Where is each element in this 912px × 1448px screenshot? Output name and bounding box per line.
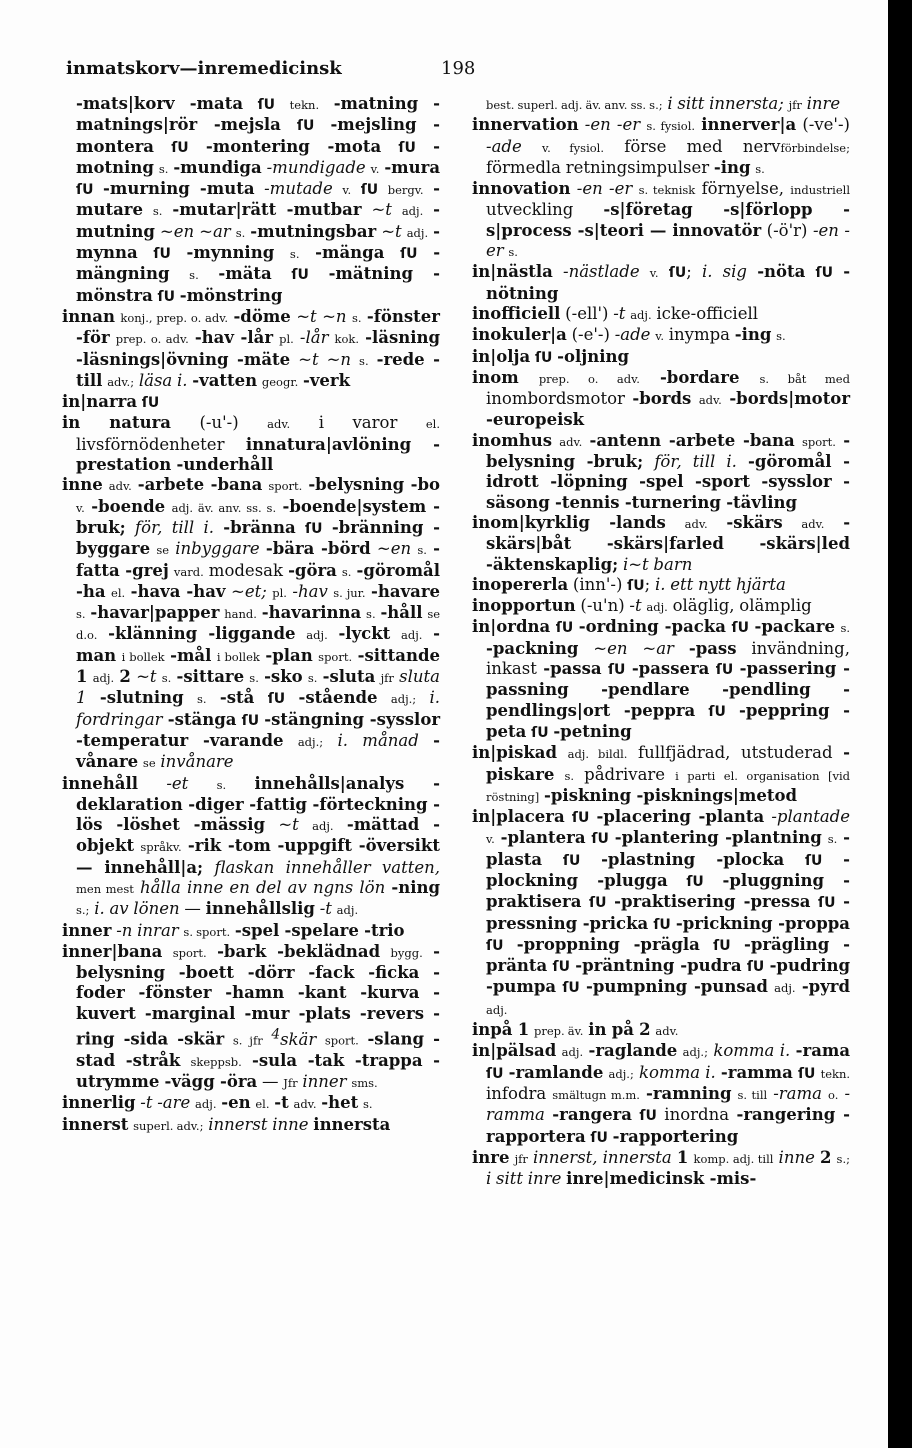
dictionary-entry: innerlig -t -are adj. -en el. -t adv. -het s. <box>62 1093 373 1113</box>
dictionary-entry: inne adv. -arbete -bana sport. -belysning -bo v. -boende adj. äv. anv. ss. s. -boende|system -bruk; för, till i. -bränna ſU -bränning -byggare se inbyggare -bära -börd ~en s. -fatta -grej vard. modesak -göra s. -göromål -ha el. -hava -hav ~et; pl. -hav s. jur. -havare s. -havar|papper hand. -havarinna s. -håll se d.o. -klänning -liggande adj. -lyckt adj. -man i bollek -mål i bollek -plan sport. -sittande 1 adj. 2 ~t s. -sittare s. -sko s. -sluta jfr sluta 1 -slutning s. -stå ſU -stående adj.; i. fordringar -stänga ſU -stängning -sysslor -temperatur -varande adj.; i. månad -vånare se invånare <box>62 475 441 772</box>
dictionary-entry: inom|kyrklig -lands adv. -skärs adv. -skärs|båt -skärs|farled -skärs|led -äktenskaplig; i~t barn <box>472 512 851 574</box>
dictionary-entry: in|pälsad adj. -raglande adj.; komma i. -rama ſU -ramlande adj.; komma i. -ramma ſU tekn. infodra smältugn m.m. -ramning s. till -rama o. -ramma -rangera ſU inordna -rangering -rapportera ſU -rapportering <box>472 1041 851 1146</box>
dictionary-entry: inpå 1 prep. äv. in på 2 adv. <box>472 1020 679 1040</box>
left-column <box>62 94 440 1136</box>
dictionary-entry: innerst superl. adv.; innerst inne innersta <box>62 1114 391 1134</box>
dictionary-entry: in|piskad adj. bildl. fullfjädrad, utstuderad -piskare s. pådrivare i parti el. organisation [vid röstning] -piskning -pisknings|metod <box>472 743 851 805</box>
dictionary-entry: inofficiell (-ell') -t adj. icke-officiell <box>472 303 759 323</box>
dictionary-entry: inomhus adv. -antenn -arbete -bana sport. -belysning -bruk; för, till i. -göromål -idrott -löpning -spel -sport -sysslor -säsong -tennis -turnering -tävling <box>472 430 851 512</box>
page-number: 198 <box>441 58 476 79</box>
dictionary-entry: best. superl. adj. äv. anv. ss. s.; i sitt innersta; jfr inre <box>486 94 841 113</box>
dictionary-entry: in|placera ſU -placering -planta -plantade v. -plantera ſU -plantering -plantning s. -plasta ſU -plastning -plocka ſU -plockning -plugga ſU -pluggning -praktisera ſU -praktisering -pressa ſU -pressning -pricka ſU -prickning -proppa ſU -proppning -prägla ſU -prägling -pränta ſU -präntning -pudra ſU -pudring -pumpa ſU -pumpning -punsad adj. -pyrd adj. <box>472 807 851 1017</box>
dictionary-entry: inner -n inrar s. sport. -spel -spelare -trio <box>62 920 405 940</box>
dictionary-entry: inom prep. o. adv. -bordare s. båt med inombordsmotor -bords adv. -bords|motor -europeisk <box>472 367 851 430</box>
dictionary-entry: in|ordna ſU -ordning -packa ſU -packare s. -packning ~en ~ar -pass invändning, inkast -passa ſU -passera ſU -passering -passning -pendlare -pendling -pendlings|ort -peppra ſU -peppring -peta ſU -petning <box>472 617 851 741</box>
dictionary-entry: inokuler|a (-e'-) -ade v. inympa -ing s. <box>472 325 786 345</box>
dictionary-entry: in natura (-u'-) adv. i varor el. livsförnödenheter innatura|avlöning -prestation -underhåll <box>62 413 440 475</box>
dictionary-entry: in|olja ſU -oljning <box>472 346 630 366</box>
dictionary-entry: in|nästla -nästlade v. ſU; i. sig -nöta ſU -nötning <box>472 262 851 303</box>
dictionary-entry: inopportun (-u'n) -t adj. oläglig, olämplig <box>472 596 812 616</box>
right-column <box>472 94 850 1189</box>
dictionary-entry: inner|bana sport. -bark -beklädnad bygg. -belysning -boett -dörr -fack -ficka -foder -fönster -hamn -kant -kurva -kuvert -marginal -mur -plats -revers -ring -sida -skär s. jfr $^4$skär sport. -slang -stad -stråk skeppsb. -sula -tak -trappa -utrymme -vägg -öra — Jfr inner sms. <box>62 941 441 1092</box>
dictionary-entry: inopererla (inn'-) ſU; i. ett nytt hjärta <box>472 574 786 594</box>
running-header <box>66 58 854 84</box>
dictionary-entry: -mats|korv -mata ſU tekn. -matning -matnings|rör -mejsla ſU -mejsling -montera ſU -montering -mota ſU -motning s. -mundiga -mundigade v. -mura ſU -murning -muta -mutade v. ſU bergv. -mutare s. -mutar|rätt -mutbar ~t adj. -mutning ~en ~ar s. -mutningsbar ~t adj. -mynna ſU -mynning s. -mänga ſU -mängning s. -mäta ſU -mätning -mönstra ſU -mönstring <box>76 94 441 305</box>
dictionary-entry: innovation -en -er s. teknisk förnyelse, industriell utveckling -s|företag -s|förlopp -s|process -s|teori — innovatör (-ö'r) -en -er s. <box>472 179 851 261</box>
dictionary-entry: inre jfr innerst, innersta 1 komp. adj. till inne 2 s.; i sitt inre inre|medicinsk -mis- <box>472 1147 850 1189</box>
scan-edge <box>888 0 912 1448</box>
dictionary-entry: innan konj., prep. o. adv. -döme ~t ~n s. -fönster -för prep. o. adv. -hav -lår pl. -lår kok. -läsning -läsnings|övning -mäte ~t ~n s. -rede -till adv.; läsa i. -vatten geogr. -verk <box>62 306 441 390</box>
dictionary-entry: innehåll -et s. innehålls|analys -deklaration -diger -fattig -förteckning -lös -löshet -mässig ~t adj. -mättad -objekt språkv. -rik -tom -uppgift -översikt — innehåll|a; flaskan innehåller vatten, men mest hålla inne en del av ngns lön -ning s.; i. av lönen — innehållslig -t adj. <box>62 773 441 919</box>
dictionary-entry: in|narra ſU <box>62 392 160 412</box>
header-headwords: inmatskorv—inremedicinsk <box>66 58 342 79</box>
dictionary-entry: innervation -en -er s. fysiol. innerver|a (-ve'-) -ade v. fysiol. förse med nervförbindelse; förmedla retningsimpulser -ing s. <box>472 115 850 177</box>
